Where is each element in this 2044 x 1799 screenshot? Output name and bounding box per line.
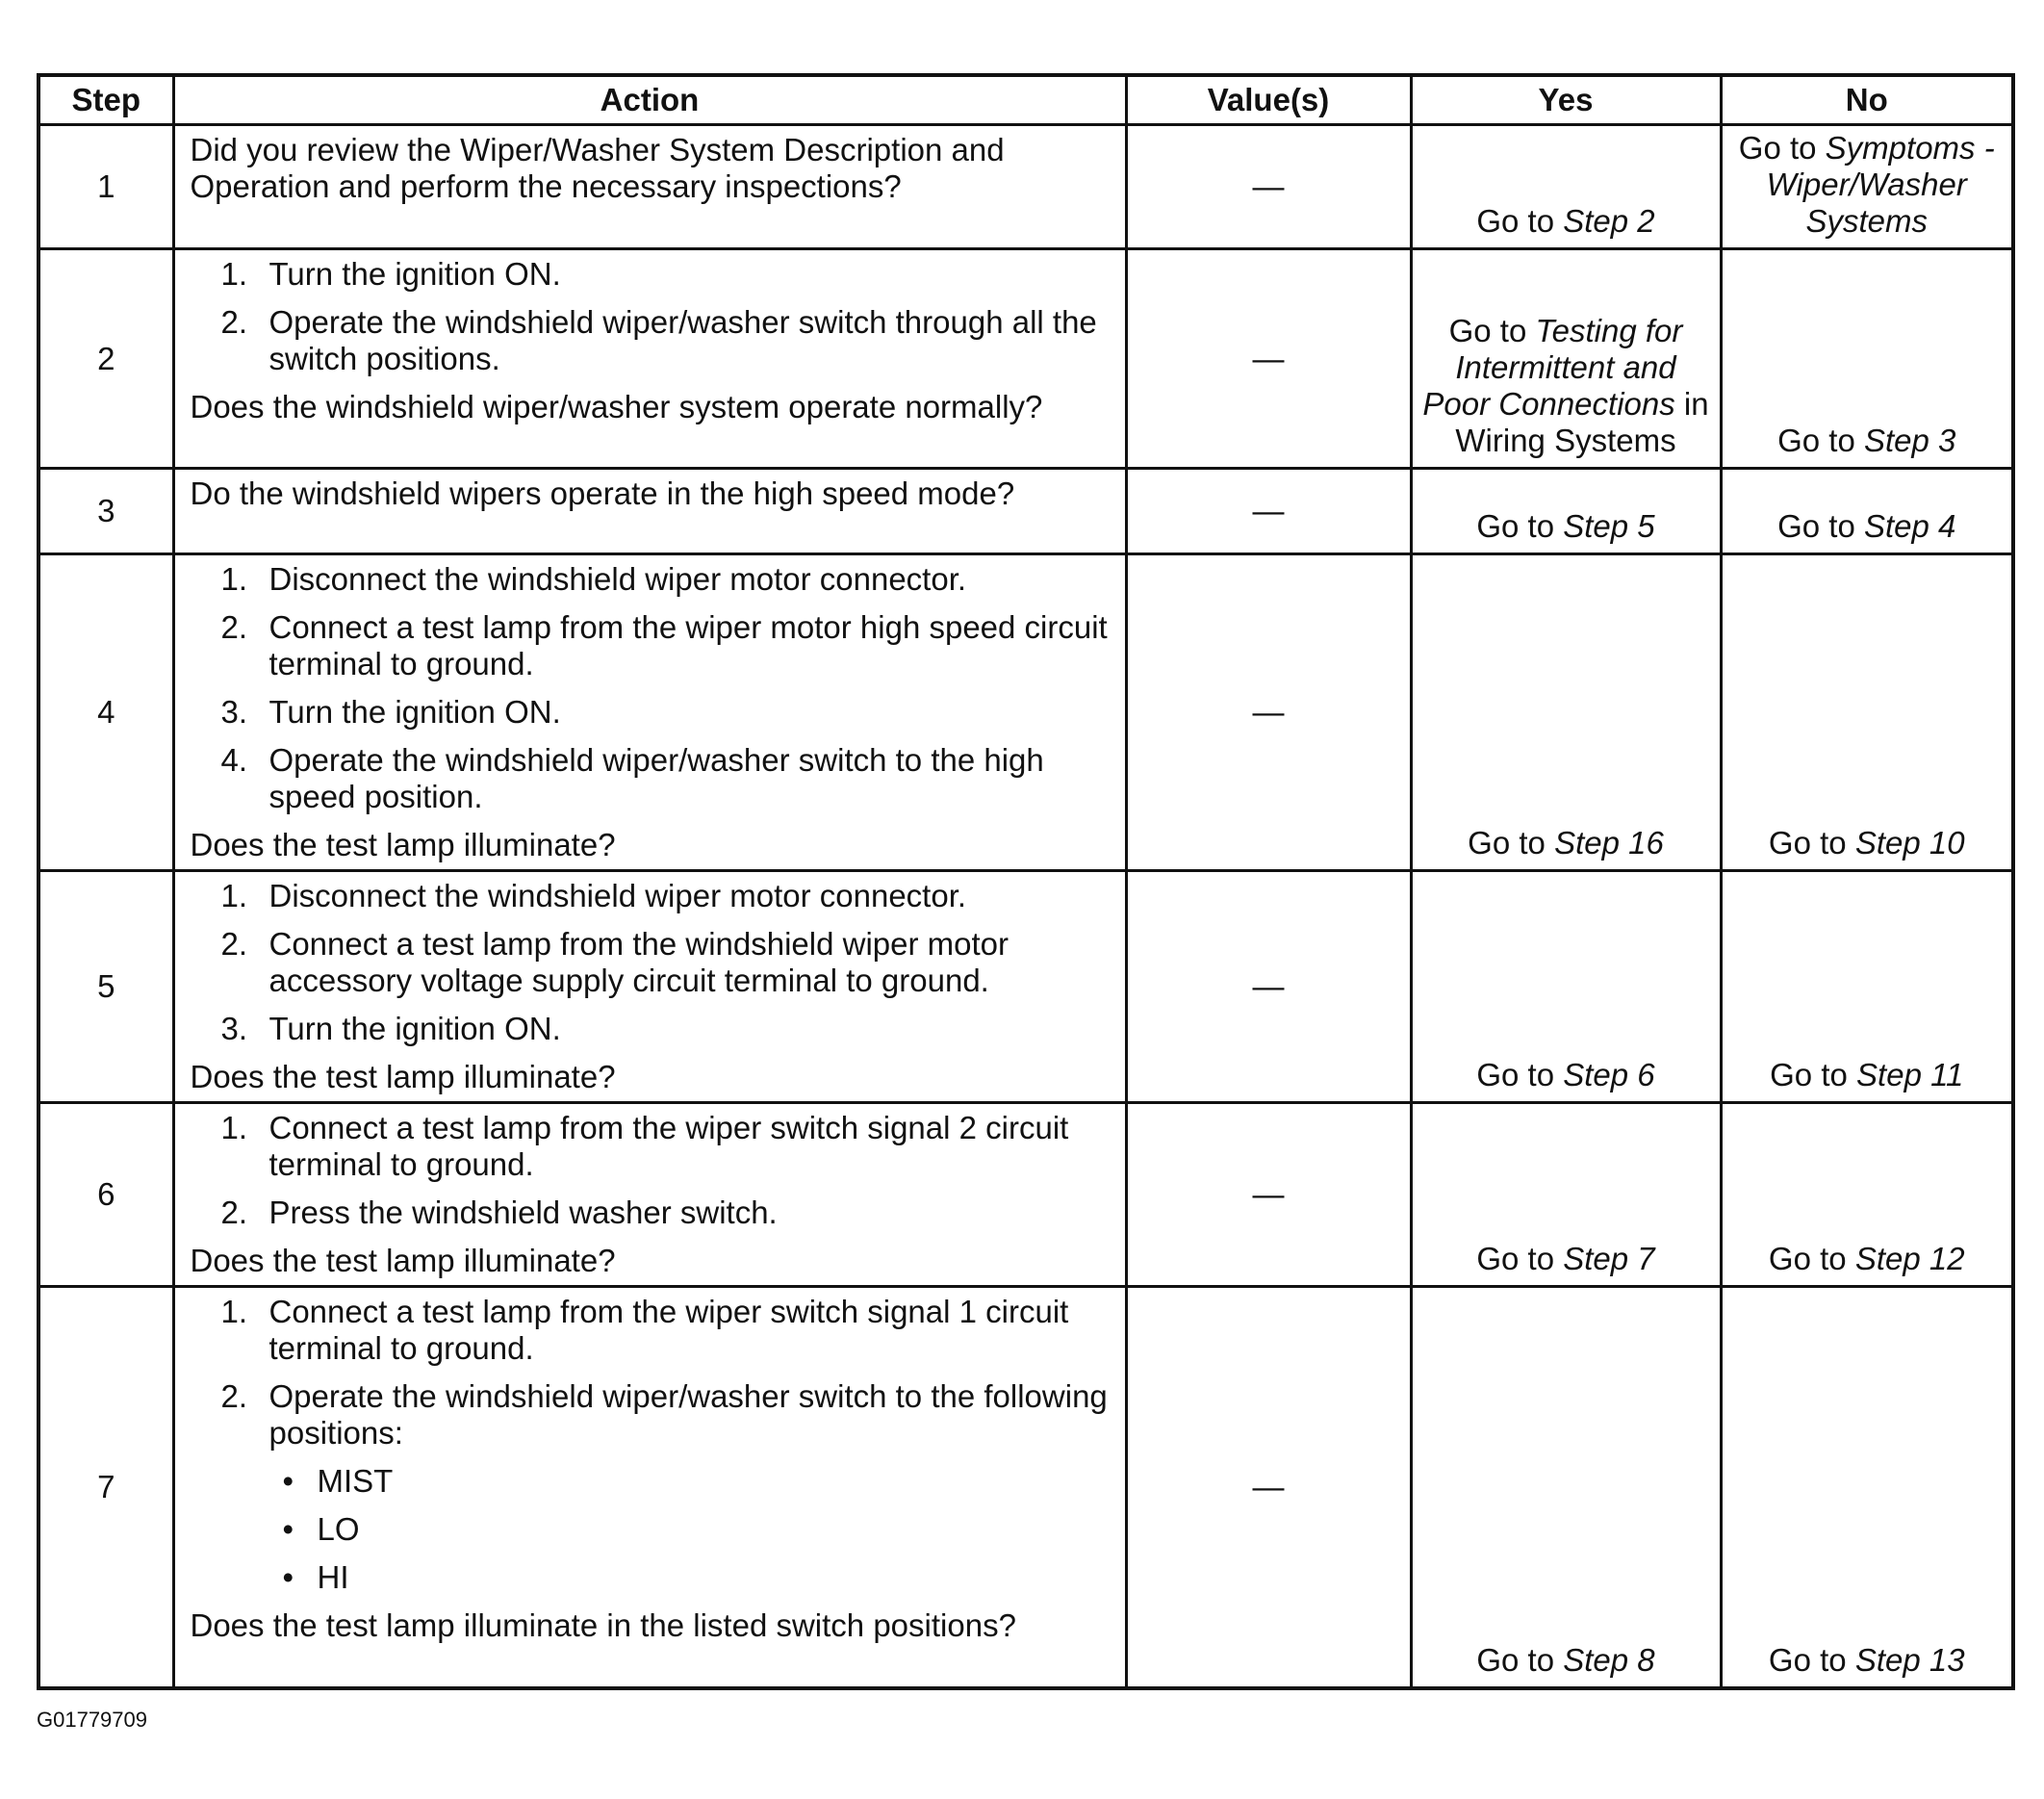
no-cell bbox=[1721, 1287, 2013, 1688]
action-step-item: 2. Connect a test lamp from the wiper motor high speed circuit terminal to ground. bbox=[220, 609, 1108, 681]
yes-prefix: Go to bbox=[1476, 203, 1555, 239]
no-cell bbox=[1721, 871, 2013, 1103]
yes-cell bbox=[1411, 469, 1721, 554]
table-row bbox=[38, 249, 2013, 469]
no-prefix: Go to bbox=[1768, 1241, 1847, 1276]
no-cell bbox=[1721, 554, 2013, 871]
step-number: 1 bbox=[38, 125, 173, 249]
yes-prefix: Go to bbox=[1476, 508, 1555, 544]
yes-suffix: in Wiring Systems bbox=[1455, 386, 1709, 458]
no-reference: Step 3 bbox=[1863, 423, 1956, 458]
action-intro: Did you review the Wiper/Washer System Description and Operation and perform the necessary inspections? bbox=[190, 132, 1005, 204]
value-cell: — bbox=[1126, 1287, 1411, 1688]
no-reference: Symptoms - Wiper/Washer Systems bbox=[1766, 130, 1995, 239]
yes-reference: Step 5 bbox=[1563, 508, 1655, 544]
yes-prefix: Go to bbox=[1448, 313, 1527, 348]
table-row bbox=[38, 871, 2013, 1103]
yes-cell bbox=[1411, 249, 1721, 469]
action-cell bbox=[173, 249, 1126, 469]
action-intro: Do the windshield wipers operate in the high speed mode? bbox=[190, 475, 1015, 511]
no-reference: Step 4 bbox=[1863, 508, 1956, 544]
table-row bbox=[38, 125, 2013, 249]
no-prefix: Go to bbox=[1738, 130, 1817, 166]
yes-cell bbox=[1411, 125, 1721, 249]
action-step-item: 1. Connect a test lamp from the wiper switch signal 1 circuit terminal to ground. bbox=[220, 1294, 1069, 1366]
value-cell: — bbox=[1126, 249, 1411, 469]
header-step: Step bbox=[38, 75, 173, 125]
yes-reference: Step 8 bbox=[1563, 1641, 1655, 1678]
action-cell bbox=[173, 125, 1126, 249]
action-question: Does the test lamp illuminate? bbox=[190, 1059, 616, 1094]
action-steps bbox=[191, 256, 1110, 377]
yes-cell bbox=[1411, 871, 1721, 1103]
action-step-item: 3. Turn the ignition ON. bbox=[220, 694, 561, 730]
value-cell: — bbox=[1126, 1103, 1411, 1287]
yes-prefix: Go to bbox=[1468, 825, 1546, 861]
action-question: Does the test lamp illuminate in the listed switch positions? bbox=[190, 1607, 1016, 1643]
no-reference: Step 11 bbox=[1856, 1057, 1964, 1092]
step-number: 3 bbox=[38, 469, 173, 554]
switch-position-item: • LO bbox=[282, 1511, 360, 1547]
action-question: Does the test lamp illuminate? bbox=[190, 827, 616, 862]
action-cell bbox=[173, 469, 1126, 554]
no-cell bbox=[1721, 1103, 2013, 1287]
switch-position-item: • HI bbox=[282, 1559, 349, 1595]
step-number: 6 bbox=[38, 1103, 173, 1287]
no-prefix: Go to bbox=[1768, 1641, 1847, 1678]
no-reference: Step 10 bbox=[1854, 825, 1965, 861]
action-cell bbox=[173, 1103, 1126, 1287]
header-no: No bbox=[1721, 75, 2013, 125]
yes-prefix: Go to bbox=[1476, 1241, 1555, 1276]
yes-cell bbox=[1411, 1103, 1721, 1287]
action-steps bbox=[191, 878, 1110, 1047]
table-row bbox=[38, 1103, 2013, 1287]
action-steps bbox=[191, 1294, 1110, 1596]
action-question: Does the test lamp illuminate? bbox=[190, 1243, 616, 1278]
value-cell: — bbox=[1126, 554, 1411, 871]
step-number: 2 bbox=[38, 249, 173, 469]
step-number: 4 bbox=[38, 554, 173, 871]
no-cell bbox=[1721, 249, 2013, 469]
action-step-item: 2. Connect a test lamp from the windshield wiper motor accessory voltage supply circuit terminal to ground. bbox=[220, 926, 1009, 998]
no-prefix: Go to bbox=[1770, 1057, 1848, 1092]
figure-id: G01779709 bbox=[37, 1708, 147, 1732]
action-step-item: 1. Disconnect the windshield wiper motor connector. bbox=[220, 878, 967, 913]
table-row bbox=[38, 554, 2013, 871]
action-step-item: 2. Operate the windshield wiper/washer switch to the following positions: • MIST • LO • HI bbox=[220, 1378, 1108, 1595]
action-steps bbox=[191, 561, 1110, 815]
step-number: 7 bbox=[38, 1287, 173, 1688]
action-cell bbox=[173, 871, 1126, 1103]
action-step-item: 4. Operate the windshield wiper/washer switch to the high speed position. bbox=[220, 742, 1044, 814]
yes-reference: Step 6 bbox=[1563, 1057, 1655, 1092]
header-yes: Yes bbox=[1411, 75, 1721, 125]
no-prefix: Go to bbox=[1768, 825, 1847, 861]
yes-cell bbox=[1411, 554, 1721, 871]
yes-prefix: Go to bbox=[1476, 1641, 1555, 1678]
header-row bbox=[38, 75, 2013, 125]
no-prefix: Go to bbox=[1777, 423, 1855, 458]
action-step-item: 1. Connect a test lamp from the wiper switch signal 2 circuit terminal to ground. bbox=[220, 1110, 1069, 1182]
action-step-item: 3. Turn the ignition ON. bbox=[220, 1011, 561, 1046]
yes-reference: Step 16 bbox=[1554, 825, 1664, 861]
diagnostic-table bbox=[37, 73, 2015, 1690]
yes-cell bbox=[1411, 1287, 1721, 1688]
no-reference: Step 12 bbox=[1854, 1241, 1965, 1276]
no-cell bbox=[1721, 125, 2013, 249]
yes-reference: Step 7 bbox=[1563, 1241, 1655, 1276]
switch-positions-list bbox=[269, 1463, 1110, 1596]
value-cell: — bbox=[1126, 469, 1411, 554]
table-row bbox=[38, 1287, 2013, 1688]
action-step-item: 2. Press the windshield washer switch. bbox=[220, 1195, 778, 1230]
yes-reference: Step 2 bbox=[1563, 203, 1655, 239]
yes-reference: Testing for Intermittent and Poor Connections bbox=[1422, 313, 1683, 422]
yes-prefix: Go to bbox=[1476, 1057, 1555, 1092]
no-prefix: Go to bbox=[1777, 508, 1855, 544]
action-cell bbox=[173, 1287, 1126, 1688]
switch-position-item: • MIST bbox=[282, 1463, 394, 1499]
action-question: Does the windshield wiper/washer system operate normally? bbox=[190, 389, 1043, 424]
value-cell: — bbox=[1126, 871, 1411, 1103]
action-steps bbox=[191, 1110, 1110, 1231]
table-row bbox=[38, 469, 2013, 554]
action-step-item: 2. Operate the windshield wiper/washer switch through all the switch positions. bbox=[220, 304, 1097, 376]
no-cell bbox=[1721, 469, 2013, 554]
action-cell bbox=[173, 554, 1126, 871]
header-action: Action bbox=[173, 75, 1126, 125]
action-step-item: 1. Disconnect the windshield wiper motor connector. bbox=[220, 561, 967, 597]
action-step-item: 1. Turn the ignition ON. bbox=[220, 256, 561, 292]
value-cell: — bbox=[1126, 125, 1411, 249]
step-number: 5 bbox=[38, 871, 173, 1103]
header-values: Value(s) bbox=[1126, 75, 1411, 125]
no-reference: Step 13 bbox=[1854, 1641, 1965, 1678]
